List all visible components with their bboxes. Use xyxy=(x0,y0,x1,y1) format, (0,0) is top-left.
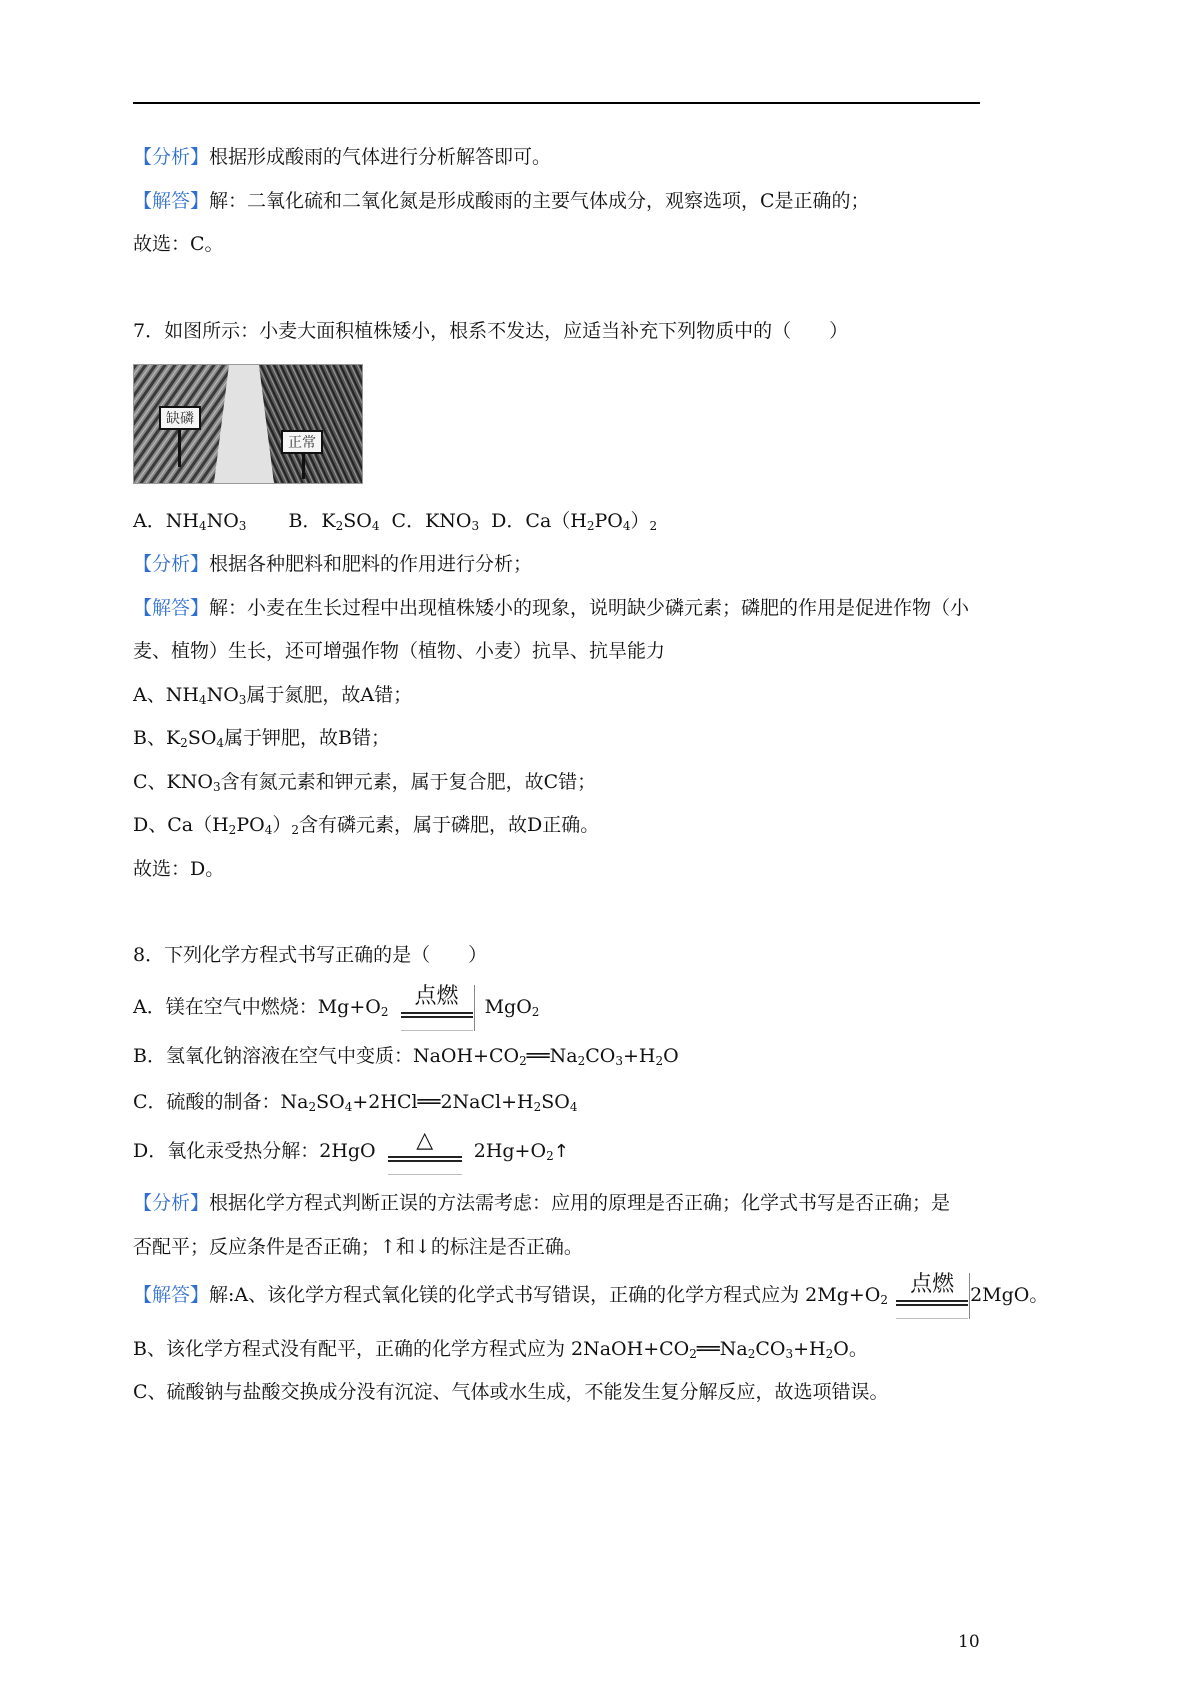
analysis-tag: 【分析】 xyxy=(133,553,210,575)
q7-line-b: B、$K_2SO_4$属于钾肥，故B错； xyxy=(133,727,391,750)
sign-normal-text: 正常 xyxy=(288,435,316,451)
q8-analysis-line1: 【分析】根据化学方程式判断正误的方法需考虑：应用的原理是否正确；化学式书写是否正确；是 xyxy=(133,1192,951,1214)
analysis-tag: 【分析】 xyxy=(133,1192,210,1214)
q8-stem: 8．下列化学方程式书写正确的是（ ） xyxy=(133,944,488,966)
q8-option-a: A．镁在空气中燃烧：$Mg+O_2$ 点燃 MgO$_2$ xyxy=(133,984,539,1031)
q8-answer-b: B、该化学方程式没有配平，正确的化学方程式应为 $2NaOH+CO_2══Na_2CO_3+H_2O$。 xyxy=(133,1338,868,1361)
answer-tag: 【解答】 xyxy=(133,1284,210,1306)
q6-select: 故选：C。 xyxy=(133,233,224,255)
q7-answer-line1: 【解答】解：小麦在生长过程中出现植株矮小的现象，说明缺少磷元素；磷肥的作用是促进作物（小 xyxy=(133,597,970,619)
q8-option-c: C．硫酸的制备：$Na_2SO_4+2HCl══2NaCl+H_2SO_4$ xyxy=(133,1091,578,1114)
answer-tag: 【解答】 xyxy=(133,190,210,212)
reaction-condition-ignite: 点燃 xyxy=(401,985,473,1031)
q7-line-c: C、$KNO_3$含有氮元素和钾元素，属于复合肥，故C错； xyxy=(133,771,597,794)
q8-option-b: B．氢氧化钠溶液在空气中变质：$NaOH+CO_2══Na_2CO_3+H_2O$ xyxy=(133,1045,679,1068)
q7-analysis: 【分析】根据各种肥料和肥料的作用进行分析； xyxy=(133,553,533,575)
q6-analysis: 【分析】根据形成酸雨的气体进行分析解答即可。 xyxy=(133,146,552,168)
q7-select: 故选：D。 xyxy=(133,858,225,880)
sign-deficient-text: 缺磷 xyxy=(166,411,194,427)
q7-options: A．$NH_4NO_3$ B．$K_2SO_4$ C．$KNO_3$ D．$Ca(H_2PO_4)_2$ xyxy=(133,510,658,533)
q8-option-d: D．氧化汞受热分解：2HgO △ $2Hg+O_2↑$ xyxy=(133,1128,569,1175)
page-number: 10 xyxy=(958,1632,980,1652)
q7-stem: 7．如图所示：小麦大面积植株矮小，根系不发达，应适当补充下列物质中的（ ） xyxy=(133,320,849,342)
wheat-field-photo xyxy=(133,364,363,484)
header-rule xyxy=(133,102,980,104)
q7-answer-line2: 麦、植物）生长，还可增强作物（植物、小麦）抗旱、抗旱能力 xyxy=(133,640,666,662)
reaction-condition-heat: △ xyxy=(388,1129,462,1175)
wheat-field-image xyxy=(134,365,362,483)
gas-arrow-icon: ↑ xyxy=(553,1141,569,1162)
q8-answer-a: 【解答】解:A、该化学方程式氧化镁的化学式书写错误，正确的化学方程式应为 $2Mg+O_2$ 点燃 2MgO。 xyxy=(133,1272,1048,1319)
q8-analysis-line2: 否配平；反应条件是否正确；↑和↓的标注是否正确。 xyxy=(133,1236,583,1258)
q7-line-d: D、$Ca(H_2PO_4)_2$含有磷元素，属于磷肥，故D正确。 xyxy=(133,814,600,837)
q7-line-a: A、$NH_4NO_3$属于氮肥，故A错； xyxy=(133,684,413,707)
reaction-condition-ignite: 点燃 xyxy=(896,1273,968,1319)
analysis-tag: 【分析】 xyxy=(133,146,210,168)
answer-tag: 【解答】 xyxy=(133,597,210,619)
q6-answer: 【解答】解：二氧化硫和二氧化氮是形成酸雨的主要气体成分，观察选项，C是正确的； xyxy=(133,190,870,212)
q8-answer-c: C、硫酸钠与盐酸交换成分没有沉淀、气体或水生成，不能发生复分解反应，故选项错误。 xyxy=(133,1381,889,1403)
